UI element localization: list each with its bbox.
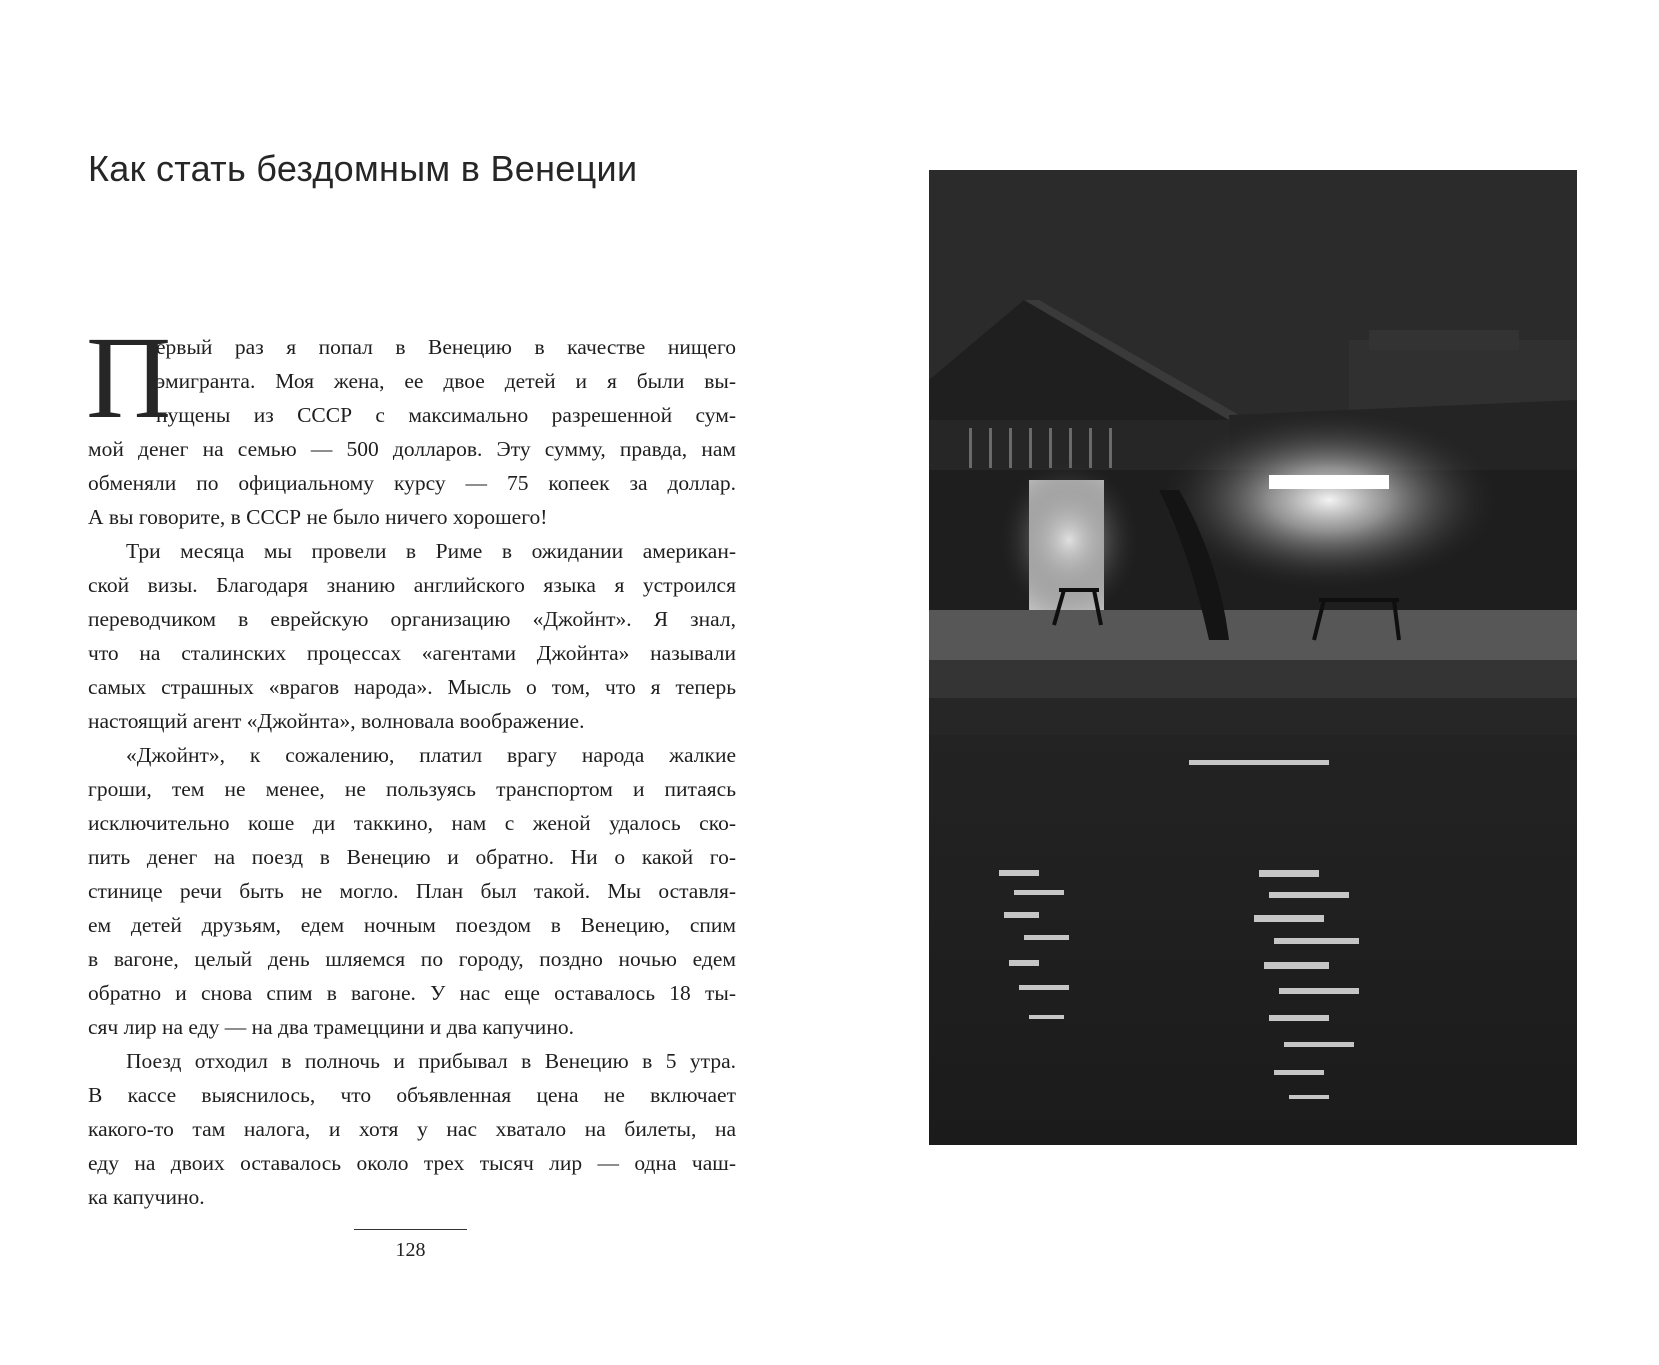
text-line: настоящий агент «Джойнта», волновала воображение. (88, 709, 585, 733)
chapter-title: Как стать бездомным в Венеции (88, 148, 638, 189)
text-line: В кассе выяснилось, что объявленная цена не включает (88, 1083, 736, 1107)
text-line: сяч лир на еду — на два трамеццини и два капучино. (88, 1015, 574, 1039)
text-line: что на сталинских процессах «агентами Джойнта» называли (88, 641, 736, 665)
text-line: обратно и снова спим в вагоне. У нас еще оставалось 18 ты- (88, 981, 736, 1005)
text-line: еду на двоих оставалось около трех тысяч лир — одна чаш- (88, 1151, 736, 1175)
text-line: переводчиком в еврейскую организацию «Джойнт». Я знал, (88, 607, 736, 631)
night-boatyard-photo (929, 170, 1577, 1145)
text-line: стинице речи быть не могло. План был такой. Мы оставля- (88, 879, 736, 903)
text-line: эмигранта. Моя жена, ее двое детей и я были вы- (156, 369, 736, 393)
text-line: ка капучино. (88, 1185, 205, 1209)
text-line: обменяли по официальному курсу — 75 копеек за доллар. (88, 471, 736, 495)
folio-rule (354, 1229, 467, 1230)
text-line: А вы говорите, в СССР не было ничего хорошего! (88, 505, 548, 529)
text-line: гроши, тем не менее, не пользуясь транспортом и питаясь (88, 777, 736, 801)
text-line: ем детей друзьям, едем ночным поездом в Венецию, спим (88, 913, 736, 937)
text-line: в вагоне, целый день шляемся по городу, поздно ночью едем (88, 947, 736, 971)
text-line: «Джойнт», к сожалению, платил врагу народа жалкие (126, 743, 736, 767)
text-line: пить денег на поезд в Венецию и обратно. Ни о какой го- (88, 845, 736, 869)
text-line: какого-то там налога, и хотя у нас хватало на билеты, на (88, 1117, 736, 1141)
article-body (86, 312, 736, 1214)
text-line: Поезд отходил в полночь и прибывал в Венецию в 5 утра. (126, 1049, 736, 1073)
text-line: мой денег на семью — 500 долларов. Эту сумму, правда, нам (88, 437, 736, 461)
text-line: самых страшных «врагов народа». Мысль о том, что я теперь (88, 675, 736, 699)
text-line: Три месяца мы провели в Риме в ожидании американ- (126, 539, 736, 563)
text-line: ервый раз я попал в Венецию в качестве нищего (156, 335, 736, 359)
text-line: ской визы. Благодаря знанию английского языка я устроился (88, 573, 736, 597)
text-line: исключительно коше ди таккино, нам с женой удалось ско- (88, 811, 736, 835)
drop-cap: П (86, 312, 172, 443)
page-number: 128 (395, 1239, 426, 1261)
text-line: пущены из СССР с максимально разрешенной сум- (156, 403, 736, 427)
